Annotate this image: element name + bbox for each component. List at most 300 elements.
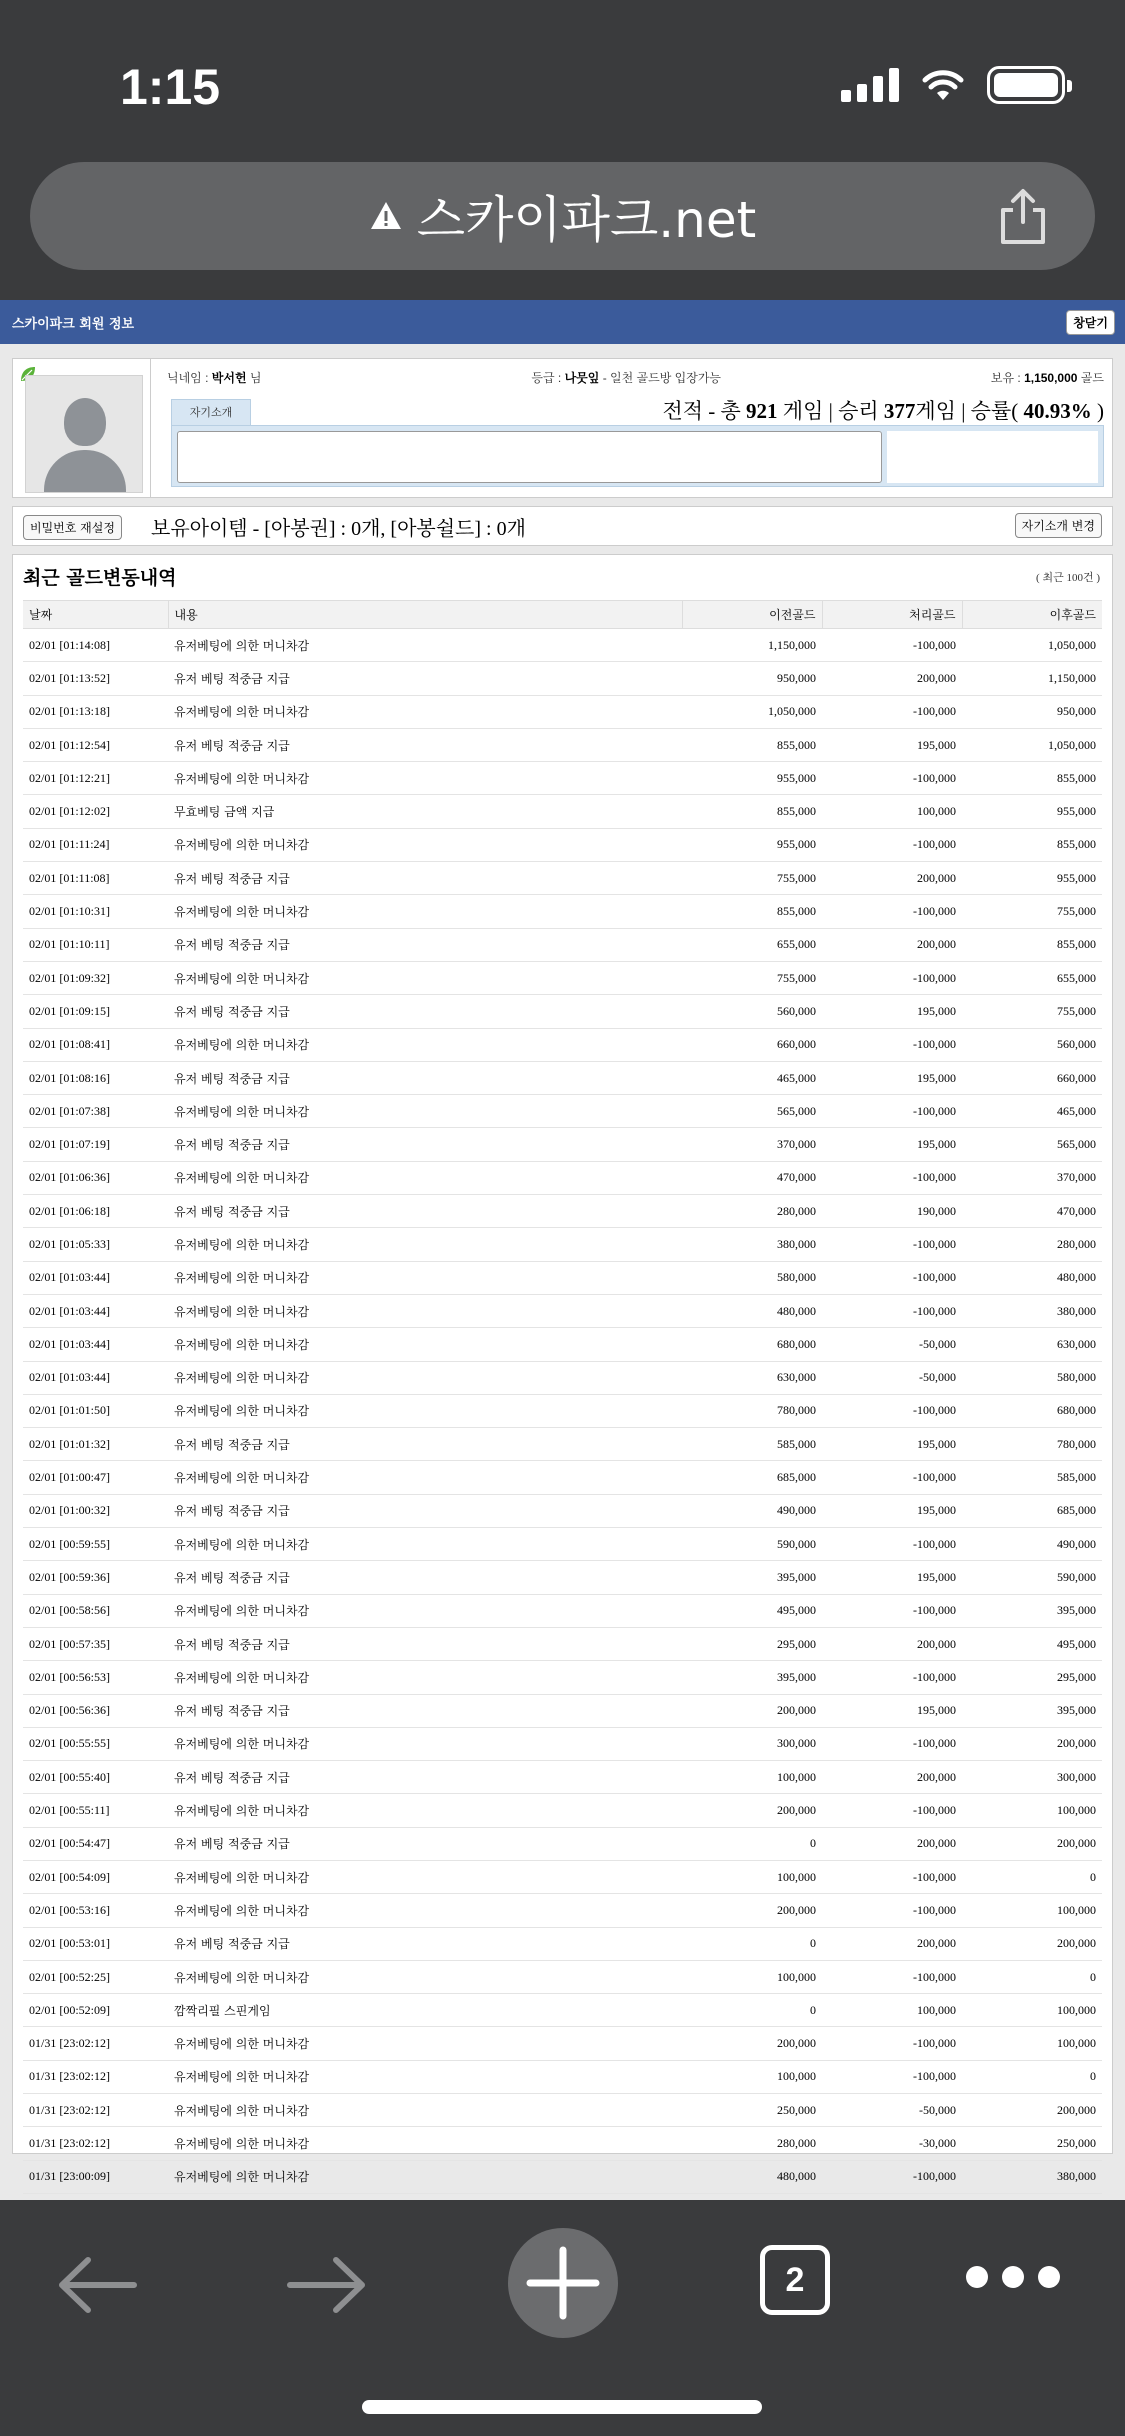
row-description: 유저베팅에 의한 머니차감 [168, 1361, 682, 1394]
wifi-icon [921, 68, 965, 102]
row-date: 01/31 [23:02:12] [23, 2027, 168, 2060]
row-description: 유저베팅에 의한 머니차감 [168, 1028, 682, 1061]
row-after-gold: 200,000 [962, 1927, 1102, 1960]
nickname: 닉네임 : 박서헌 님 [167, 371, 262, 385]
row-change-gold: -30,000 [822, 2127, 962, 2160]
row-before-gold: 470,000 [682, 1161, 822, 1194]
row-description: 유저 베팅 적중금 지급 [168, 1694, 682, 1727]
row-before-gold: 200,000 [682, 1794, 822, 1827]
row-date: 02/01 [01:07:38] [23, 1095, 168, 1128]
row-change-gold: -100,000 [822, 1860, 962, 1893]
table-row [23, 695, 1102, 728]
table-row [23, 1461, 1102, 1494]
row-change-gold: 200,000 [822, 1927, 962, 1960]
table-row [23, 1960, 1102, 1993]
row-change-gold: 200,000 [822, 1827, 962, 1860]
row-after-gold: 755,000 [962, 995, 1102, 1028]
row-date: 02/01 [01:03:44] [23, 1361, 168, 1394]
row-date: 02/01 [01:12:21] [23, 762, 168, 795]
row-before-gold: 250,000 [682, 2094, 822, 2127]
row-change-gold: 200,000 [822, 1761, 962, 1794]
row-before-gold: 200,000 [682, 1694, 822, 1727]
table-row [23, 828, 1102, 861]
row-date: 02/01 [00:54:47] [23, 1827, 168, 1860]
row-before-gold: 655,000 [682, 928, 822, 961]
row-before-gold: 680,000 [682, 1328, 822, 1361]
row-after-gold: 495,000 [962, 1627, 1102, 1660]
row-change-gold: 190,000 [822, 1195, 962, 1228]
row-before-gold: 100,000 [682, 1960, 822, 1993]
table-row [23, 1428, 1102, 1461]
row-after-gold: 200,000 [962, 1727, 1102, 1760]
row-before-gold: 955,000 [682, 828, 822, 861]
row-after-gold: 100,000 [962, 1994, 1102, 2027]
row-change-gold: -50,000 [822, 1328, 962, 1361]
row-after-gold: 630,000 [962, 1328, 1102, 1361]
table-row [23, 1195, 1102, 1228]
table-row [23, 1061, 1102, 1094]
col-change-gold: 처리골드 [822, 601, 962, 629]
row-before-gold: 685,000 [682, 1461, 822, 1494]
row-after-gold: 955,000 [962, 862, 1102, 895]
row-change-gold: 100,000 [822, 1994, 962, 2027]
row-date: 02/01 [01:11:24] [23, 828, 168, 861]
row-after-gold: 465,000 [962, 1095, 1102, 1128]
row-date: 02/01 [01:06:36] [23, 1161, 168, 1194]
back-arrow-icon[interactable] [52, 2250, 142, 2320]
row-after-gold: 280,000 [962, 1228, 1102, 1261]
row-before-gold: 1,150,000 [682, 629, 822, 662]
browser-toolbar [0, 2200, 1125, 2436]
row-before-gold: 100,000 [682, 1761, 822, 1794]
row-before-gold: 490,000 [682, 1494, 822, 1527]
row-after-gold: 200,000 [962, 1827, 1102, 1860]
row-date: 02/01 [00:54:09] [23, 1860, 168, 1893]
row-before-gold: 1,050,000 [682, 695, 822, 728]
row-description: 유저 베팅 적중금 지급 [168, 1827, 682, 1860]
row-before-gold: 565,000 [682, 1095, 822, 1128]
row-before-gold: 300,000 [682, 1727, 822, 1760]
table-row [23, 1561, 1102, 1594]
row-date: 02/01 [00:55:40] [23, 1761, 168, 1794]
col-before-gold: 이전골드 [682, 601, 822, 629]
row-before-gold: 370,000 [682, 1128, 822, 1161]
row-date: 02/01 [01:07:19] [23, 1128, 168, 1161]
row-after-gold: 470,000 [962, 1195, 1102, 1228]
row-description: 무효베팅 금액 지급 [168, 795, 682, 828]
row-description: 유저 베팅 적중금 지급 [168, 662, 682, 695]
row-change-gold: 195,000 [822, 1561, 962, 1594]
row-date: 02/01 [00:58:56] [23, 1594, 168, 1627]
row-description: 유저 베팅 적중금 지급 [168, 1561, 682, 1594]
status-time: 1:15 [120, 59, 221, 115]
row-description: 유저베팅에 의한 머니차감 [168, 1228, 682, 1261]
table-row [23, 2160, 1102, 2193]
row-change-gold: 200,000 [822, 1627, 962, 1660]
row-description: 유저베팅에 의한 머니차감 [168, 1594, 682, 1627]
table-row [23, 1894, 1102, 1927]
row-description: 유저 베팅 적중금 지급 [168, 995, 682, 1028]
table-row [23, 1394, 1102, 1427]
status-icons [841, 66, 1065, 104]
row-description: 유저 베팅 적중금 지급 [168, 1128, 682, 1161]
row-description: 유저베팅에 의한 머니차감 [168, 1794, 682, 1827]
table-row [23, 1228, 1102, 1261]
row-change-gold: -100,000 [822, 1594, 962, 1627]
row-before-gold: 280,000 [682, 1195, 822, 1228]
more-options-icon[interactable] [966, 2266, 1060, 2288]
reset-password-button[interactable]: 비밀번호 재설정 [23, 515, 122, 540]
row-before-gold: 395,000 [682, 1661, 822, 1694]
row-before-gold: 780,000 [682, 1394, 822, 1427]
row-after-gold: 755,000 [962, 895, 1102, 928]
row-after-gold: 680,000 [962, 1394, 1102, 1427]
row-description: 유저베팅에 의한 머니차감 [168, 1261, 682, 1294]
row-change-gold: -100,000 [822, 1894, 962, 1927]
row-date: 02/01 [00:55:11] [23, 1794, 168, 1827]
row-change-gold: -100,000 [822, 828, 962, 861]
row-before-gold: 755,000 [682, 961, 822, 994]
row-date: 02/01 [01:12:54] [23, 728, 168, 761]
table-row [23, 795, 1102, 828]
table-row [23, 1694, 1102, 1727]
row-before-gold: 0 [682, 1994, 822, 2027]
row-after-gold: 1,050,000 [962, 629, 1102, 662]
home-indicator[interactable] [362, 2400, 762, 2414]
row-description: 유저베팅에 의한 머니차감 [168, 629, 682, 662]
row-date: 02/01 [00:59:36] [23, 1561, 168, 1594]
row-description: 유저베팅에 의한 머니차감 [168, 1661, 682, 1694]
table-row [23, 2060, 1102, 2093]
table-row [23, 1361, 1102, 1394]
row-date: 02/01 [01:01:32] [23, 1428, 168, 1461]
row-date: 02/01 [01:10:11] [23, 928, 168, 961]
table-row [23, 2094, 1102, 2127]
table-row [23, 961, 1102, 994]
row-date: 02/01 [00:55:55] [23, 1727, 168, 1760]
row-description: 유저베팅에 의한 머니차감 [168, 1095, 682, 1128]
row-date: 02/01 [01:03:44] [23, 1261, 168, 1294]
row-date: 02/01 [01:01:50] [23, 1394, 168, 1427]
row-before-gold: 590,000 [682, 1528, 822, 1561]
row-change-gold: -100,000 [822, 1461, 962, 1494]
row-date: 02/01 [00:53:01] [23, 1927, 168, 1960]
row-description: 유저 베팅 적중금 지급 [168, 862, 682, 895]
row-description: 유저베팅에 의한 머니차감 [168, 1394, 682, 1427]
table-row [23, 1594, 1102, 1627]
row-change-gold: -100,000 [822, 1528, 962, 1561]
row-before-gold: 200,000 [682, 1894, 822, 1927]
row-before-gold: 100,000 [682, 1860, 822, 1893]
row-date: 02/01 [01:12:02] [23, 795, 168, 828]
row-before-gold: 660,000 [682, 1028, 822, 1061]
row-after-gold: 855,000 [962, 928, 1102, 961]
row-after-gold: 1,050,000 [962, 728, 1102, 761]
row-before-gold: 955,000 [682, 762, 822, 795]
row-after-gold: 395,000 [962, 1694, 1102, 1727]
row-date: 02/01 [01:00:47] [23, 1461, 168, 1494]
row-date: 02/01 [01:09:15] [23, 995, 168, 1028]
table-row [23, 1661, 1102, 1694]
row-change-gold: 200,000 [822, 928, 962, 961]
table-row [23, 995, 1102, 1028]
row-before-gold: 465,000 [682, 1061, 822, 1094]
row-description: 유저베팅에 의한 머니차감 [168, 2160, 682, 2193]
items-bar [12, 506, 1113, 546]
row-description: 유저베팅에 의한 머니차감 [168, 1461, 682, 1494]
row-before-gold: 395,000 [682, 1561, 822, 1594]
tab-count-button[interactable]: 2 [760, 2245, 830, 2315]
col-description: 내용 [168, 601, 682, 629]
row-after-gold: 855,000 [962, 828, 1102, 861]
row-after-gold: 585,000 [962, 1461, 1102, 1494]
table-row [23, 1161, 1102, 1194]
table-row [23, 762, 1102, 795]
table-row [23, 1294, 1102, 1327]
row-description: 유저베팅에 의한 머니차감 [168, 1727, 682, 1760]
row-description: 유저베팅에 의한 머니차감 [168, 2060, 682, 2093]
row-description: 유저 베팅 적중금 지급 [168, 1627, 682, 1660]
row-date: 02/01 [01:14:08] [23, 629, 168, 662]
row-before-gold: 580,000 [682, 1261, 822, 1294]
row-after-gold: 560,000 [962, 1028, 1102, 1061]
row-after-gold: 380,000 [962, 2160, 1102, 2193]
row-change-gold: -100,000 [822, 1161, 962, 1194]
row-before-gold: 495,000 [682, 1594, 822, 1627]
row-date: 02/01 [01:09:32] [23, 961, 168, 994]
row-description: 유저 베팅 적중금 지급 [168, 1195, 682, 1228]
row-date: 02/01 [01:06:18] [23, 1195, 168, 1228]
row-change-gold: -100,000 [822, 1794, 962, 1827]
row-after-gold: 0 [962, 2060, 1102, 2093]
table-row [23, 895, 1102, 928]
address-bar[interactable] [30, 162, 1095, 270]
intro-area [167, 395, 1104, 491]
table-row [23, 1994, 1102, 2027]
row-change-gold: -100,000 [822, 961, 962, 994]
table-row [23, 1095, 1102, 1128]
row-change-gold: -100,000 [822, 1661, 962, 1694]
table-row [23, 1528, 1102, 1561]
row-description: 유저베팅에 의한 머니차감 [168, 1894, 682, 1927]
row-after-gold: 300,000 [962, 1761, 1102, 1794]
table-row [23, 662, 1102, 695]
gold-history-table [23, 600, 1102, 2194]
intro-textarea[interactable] [177, 431, 882, 483]
row-after-gold: 685,000 [962, 1494, 1102, 1527]
row-date: 02/01 [01:03:44] [23, 1294, 168, 1327]
history-count: ( 최근 100건 ) [1036, 572, 1100, 584]
row-change-gold: -100,000 [822, 1960, 962, 1993]
row-date: 01/31 [23:02:12] [23, 2094, 168, 2127]
status-bar [0, 0, 1125, 150]
row-change-gold: 195,000 [822, 1694, 962, 1727]
row-after-gold: 660,000 [962, 1061, 1102, 1094]
row-description: 유저베팅에 의한 머니차감 [168, 828, 682, 861]
row-after-gold: 395,000 [962, 1594, 1102, 1627]
row-date: 02/01 [00:56:53] [23, 1661, 168, 1694]
row-date: 02/01 [01:13:52] [23, 662, 168, 695]
profile-info [167, 369, 1104, 386]
row-date: 02/01 [00:52:09] [23, 1994, 168, 2027]
avatar-box [13, 359, 151, 497]
row-change-gold: -100,000 [822, 762, 962, 795]
row-date: 02/01 [00:52:25] [23, 1960, 168, 1993]
col-date: 날짜 [23, 601, 168, 629]
row-description: 유저 베팅 적중금 지급 [168, 1428, 682, 1461]
row-change-gold: 100,000 [822, 795, 962, 828]
row-before-gold: 200,000 [682, 2027, 822, 2060]
row-date: 02/01 [01:03:44] [23, 1328, 168, 1361]
table-row [23, 1261, 1102, 1294]
row-change-gold: -100,000 [822, 629, 962, 662]
tab-intro[interactable]: 자기소개 [171, 399, 251, 425]
row-description: 유저베팅에 의한 머니차감 [168, 2027, 682, 2060]
row-before-gold: 855,000 [682, 795, 822, 828]
intro-side-panel [887, 431, 1098, 483]
row-change-gold: 195,000 [822, 995, 962, 1028]
row-change-gold: 195,000 [822, 1128, 962, 1161]
table-row [23, 1627, 1102, 1660]
row-before-gold: 755,000 [682, 862, 822, 895]
row-date: 02/01 [01:11:08] [23, 862, 168, 895]
table-row [23, 2127, 1102, 2160]
row-after-gold: 100,000 [962, 1794, 1102, 1827]
col-after-gold: 이후골드 [962, 601, 1102, 629]
row-before-gold: 480,000 [682, 2160, 822, 2193]
row-change-gold: -50,000 [822, 1361, 962, 1394]
row-change-gold: 195,000 [822, 1494, 962, 1527]
row-description: 유저베팅에 의한 머니차감 [168, 2094, 682, 2127]
row-date: 02/01 [00:57:35] [23, 1627, 168, 1660]
table-row [23, 1494, 1102, 1527]
row-description: 유저베팅에 의한 머니차감 [168, 2127, 682, 2160]
row-after-gold: 955,000 [962, 795, 1102, 828]
gold-history-panel [12, 554, 1113, 2185]
row-change-gold: 195,000 [822, 1061, 962, 1094]
row-before-gold: 480,000 [682, 1294, 822, 1327]
row-date: 02/01 [01:10:31] [23, 895, 168, 928]
row-description: 유저베팅에 의한 머니차감 [168, 762, 682, 795]
row-before-gold: 380,000 [682, 1228, 822, 1261]
table-row [23, 1028, 1102, 1061]
page-title: 스카이파크 회원 정보 [12, 316, 135, 332]
row-date: 02/01 [01:00:32] [23, 1494, 168, 1527]
table-row [23, 1927, 1102, 1960]
row-date: 01/31 [23:00:09] [23, 2160, 168, 2193]
row-change-gold: 195,000 [822, 728, 962, 761]
table-row [23, 1761, 1102, 1794]
row-date: 02/01 [01:08:41] [23, 1028, 168, 1061]
row-description: 유저베팅에 의한 머니차감 [168, 1294, 682, 1327]
share-icon[interactable] [993, 186, 1053, 246]
row-before-gold: 0 [682, 1827, 822, 1860]
grade: 등급 : 나뭇잎 - 일천 골드방 입장가능 [531, 371, 722, 385]
row-after-gold: 590,000 [962, 1561, 1102, 1594]
row-change-gold: -100,000 [822, 695, 962, 728]
row-before-gold: 630,000 [682, 1361, 822, 1394]
row-after-gold: 295,000 [962, 1661, 1102, 1694]
row-before-gold: 100,000 [682, 2060, 822, 2093]
row-before-gold: 0 [682, 1927, 822, 1960]
row-after-gold: 0 [962, 1860, 1102, 1893]
row-description: 유저 베팅 적중금 지급 [168, 1761, 682, 1794]
row-description: 유저베팅에 의한 머니차감 [168, 1161, 682, 1194]
row-change-gold: -100,000 [822, 2027, 962, 2060]
row-change-gold: -100,000 [822, 1727, 962, 1760]
row-date: 02/01 [00:53:16] [23, 1894, 168, 1927]
history-title: 최근 골드변동내역 [23, 567, 177, 589]
row-after-gold: 1,150,000 [962, 662, 1102, 695]
row-after-gold: 200,000 [962, 2094, 1102, 2127]
table-row [23, 1128, 1102, 1161]
row-change-gold: -100,000 [822, 895, 962, 928]
row-after-gold: 370,000 [962, 1161, 1102, 1194]
row-after-gold: 580,000 [962, 1361, 1102, 1394]
row-change-gold: -100,000 [822, 1261, 962, 1294]
new-tab-button[interactable] [508, 2228, 618, 2338]
row-change-gold: -100,000 [822, 1095, 962, 1128]
row-after-gold: 565,000 [962, 1128, 1102, 1161]
row-description: 유저 베팅 적중금 지급 [168, 928, 682, 961]
row-change-gold: -100,000 [822, 1294, 962, 1327]
row-before-gold: 855,000 [682, 728, 822, 761]
row-before-gold: 950,000 [682, 662, 822, 695]
table-row [23, 629, 1102, 662]
row-after-gold: 100,000 [962, 2027, 1102, 2060]
row-date: 02/01 [01:13:18] [23, 695, 168, 728]
table-header-row [23, 601, 1102, 629]
row-after-gold: 950,000 [962, 695, 1102, 728]
close-window-button[interactable]: 창닫기 [1066, 310, 1115, 335]
row-description: 유저베팅에 의한 머니차감 [168, 895, 682, 928]
row-change-gold: -100,000 [822, 1028, 962, 1061]
cellular-signal-icon [841, 68, 899, 102]
owned-gold: 보유 : 1,150,000 골드 [990, 371, 1104, 385]
game-record: 전적 - 총 921 게임 | 승리 377게임 | 승률( 40.93% ) [662, 399, 1104, 423]
row-after-gold: 0 [962, 1960, 1102, 1993]
change-intro-button[interactable]: 자기소개 변경 [1015, 513, 1102, 538]
intro-box [171, 425, 1104, 487]
table-row [23, 862, 1102, 895]
row-date: 02/01 [01:08:16] [23, 1061, 168, 1094]
row-change-gold: 195,000 [822, 1428, 962, 1461]
table-row [23, 2027, 1102, 2060]
row-description: 유저베팅에 의한 머니차감 [168, 1528, 682, 1561]
table-row [23, 1860, 1102, 1893]
warning-icon [369, 199, 403, 233]
row-change-gold: -100,000 [822, 2160, 962, 2193]
row-description: 유저베팅에 의한 머니차감 [168, 1860, 682, 1893]
row-after-gold: 655,000 [962, 961, 1102, 994]
table-row [23, 1328, 1102, 1361]
row-change-gold: -50,000 [822, 2094, 962, 2127]
row-description: 유저 베팅 적중금 지급 [168, 728, 682, 761]
row-before-gold: 855,000 [682, 895, 822, 928]
battery-icon [987, 66, 1065, 104]
row-change-gold: -100,000 [822, 1228, 962, 1261]
row-change-gold: 200,000 [822, 662, 962, 695]
forward-arrow-icon[interactable] [282, 2250, 372, 2320]
table-row [23, 928, 1102, 961]
row-change-gold: -100,000 [822, 2060, 962, 2093]
row-date: 01/31 [23:02:12] [23, 2127, 168, 2160]
row-description: 유저베팅에 의한 머니차감 [168, 1328, 682, 1361]
row-after-gold: 480,000 [962, 1261, 1102, 1294]
row-change-gold: 200,000 [822, 862, 962, 895]
row-description: 유저베팅에 의한 머니차감 [168, 1960, 682, 1993]
row-description: 깜짝리필 스핀게임 [168, 1994, 682, 2027]
